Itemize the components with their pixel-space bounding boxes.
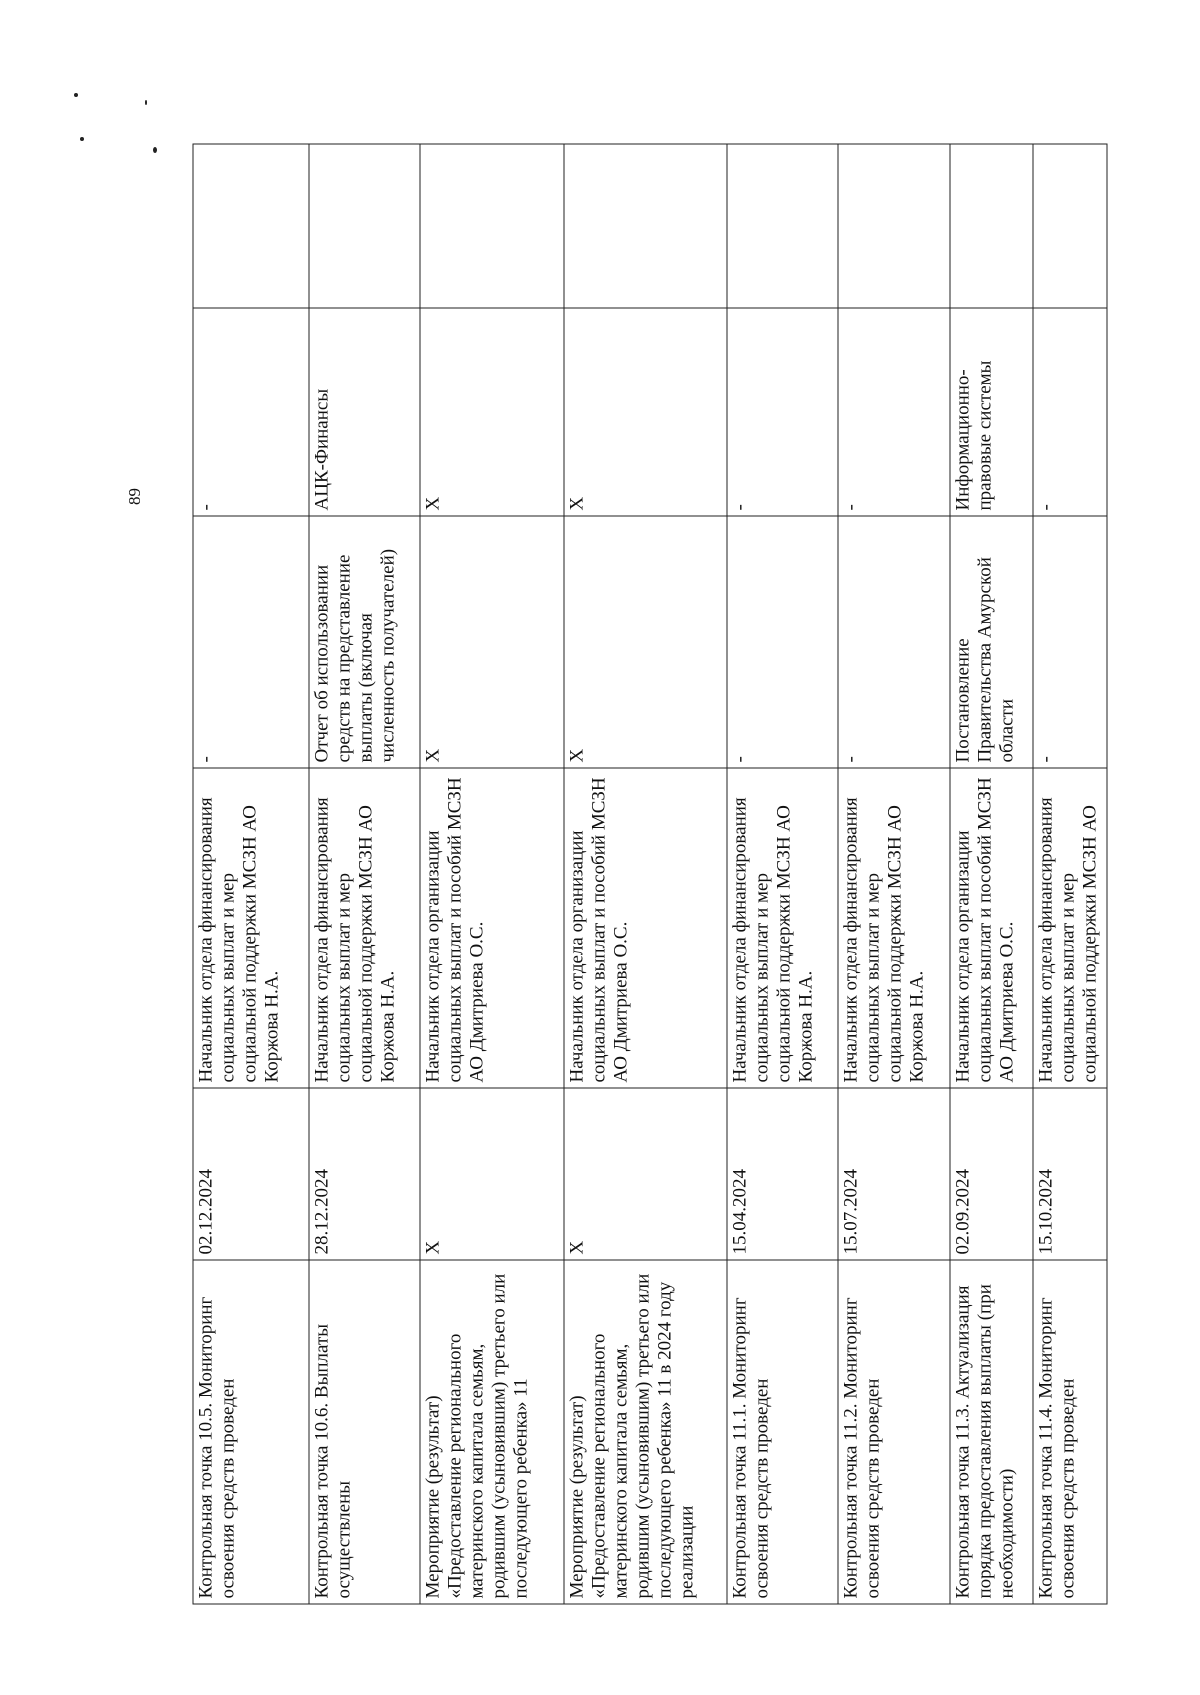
cell-title: Контрольная точка 11.3. Актуализация порядка предоставления выплаты (при необходимости)	[950, 1260, 1033, 1604]
cell-document: -	[1033, 516, 1107, 768]
cell-title: Мероприятие (результат) «Предоставление регионального материнского капитала семьям, родившим (усыновившим) третьего или последующего ребенка» 11 в 2024 году реализации	[564, 1260, 727, 1604]
cell-date: 15.10.2024	[1033, 1088, 1107, 1260]
cell-title: Контрольная точка 11.1. Мониторинг освоения средств проведен	[727, 1260, 838, 1604]
cell-responsible: Начальник отдела финансирования социальных выплат и мер социальной поддержки МСЗН АО Коржова Н.А.	[838, 768, 949, 1088]
cell-date: X	[420, 1088, 564, 1260]
cell-date: 28.12.2024	[309, 1088, 420, 1260]
cell-system: X	[564, 308, 727, 516]
cell-empty	[193, 144, 309, 308]
table-row	[193, 144, 309, 1604]
cell-title: Контрольная точка 11.4. Мониторинг освоения средств проведен	[1033, 1260, 1107, 1604]
cell-empty	[727, 144, 838, 308]
cell-date: 15.04.2024	[727, 1088, 838, 1260]
cell-document: Постановление Правительства Амурской области	[950, 516, 1033, 768]
cell-system: Информационно-правовые системы	[950, 308, 1033, 516]
table-row	[838, 144, 949, 1604]
control-points-table	[193, 144, 1108, 1605]
cell-document: -	[727, 516, 838, 768]
cell-document: Отчет об использовании средств на представление выплаты (включая численность получателей)	[309, 516, 420, 768]
cell-title: Контрольная точка 10.5. Мониторинг освоения средств проведен	[193, 1260, 309, 1604]
cell-responsible: Начальник отдела финансирования социальных выплат и мер социальной поддержки МСЗН АО Коржова Н.А.	[727, 768, 838, 1088]
cell-document: X	[564, 516, 727, 768]
cell-responsible: Начальник отдела организации социальных выплат и пособий МСЗН АО Дмитриева О.С.	[420, 768, 564, 1088]
page-number: 89	[125, 488, 144, 505]
cell-responsible: Начальник отдела организации социальных выплат и пособий МСЗН АО Дмитриева О.С.	[564, 768, 727, 1088]
table-row	[950, 144, 1033, 1604]
cell-system: X	[420, 308, 564, 516]
scan-speck	[153, 147, 157, 153]
cell-empty	[950, 144, 1033, 308]
cell-empty	[1033, 144, 1107, 308]
table-row	[309, 144, 420, 1604]
cell-title: Контрольная точка 11.2. Мониторинг освоения средств проведен	[838, 1260, 949, 1604]
scan-speck	[145, 100, 147, 105]
cell-document: -	[838, 516, 949, 768]
cell-empty	[564, 144, 727, 308]
cell-system: -	[727, 308, 838, 516]
cell-responsible: Начальник отдела финансирования социальных выплат и мер социальной поддержки МСЗН АО	[1033, 768, 1107, 1088]
cell-title: Контрольная точка 10.6. Выплаты осуществлены	[309, 1260, 420, 1604]
table-row	[420, 144, 564, 1604]
cell-date: 02.12.2024	[193, 1088, 309, 1260]
cell-responsible: Начальник отдела финансирования социальных выплат и мер социальной поддержки МСЗН АО Коржова Н.А.	[309, 768, 420, 1088]
cell-title: Мероприятие (результат) «Предоставление регионального материнского капитала семьям, родившим (усыновившим) третьего или последующего ребенка» 11	[420, 1260, 564, 1604]
cell-empty	[420, 144, 564, 308]
table-row	[564, 144, 727, 1604]
cell-responsible: Начальник отдела организации социальных выплат и пособий МСЗН АО Дмитриева О.С.	[950, 768, 1033, 1088]
cell-date: 15.07.2024	[838, 1088, 949, 1260]
cell-system: -	[193, 308, 309, 516]
cell-date: 02.09.2024	[950, 1088, 1033, 1260]
cell-empty	[309, 144, 420, 308]
rotated-table-container	[193, 145, 1108, 1605]
cell-document: -	[193, 516, 309, 768]
cell-document: X	[420, 516, 564, 768]
scan-speck	[80, 137, 84, 141]
table-row	[727, 144, 838, 1604]
table-row	[1033, 144, 1107, 1604]
cell-system: -	[838, 308, 949, 516]
cell-responsible: Начальник отдела финансирования социальных выплат и мер социальной поддержки МСЗН АО Коржова Н.А.	[193, 768, 309, 1088]
scan-speck	[74, 93, 78, 97]
cell-system: АЦК-Финансы	[309, 308, 420, 516]
cell-date: X	[564, 1088, 727, 1260]
cell-system: -	[1033, 308, 1107, 516]
cell-empty	[838, 144, 949, 308]
